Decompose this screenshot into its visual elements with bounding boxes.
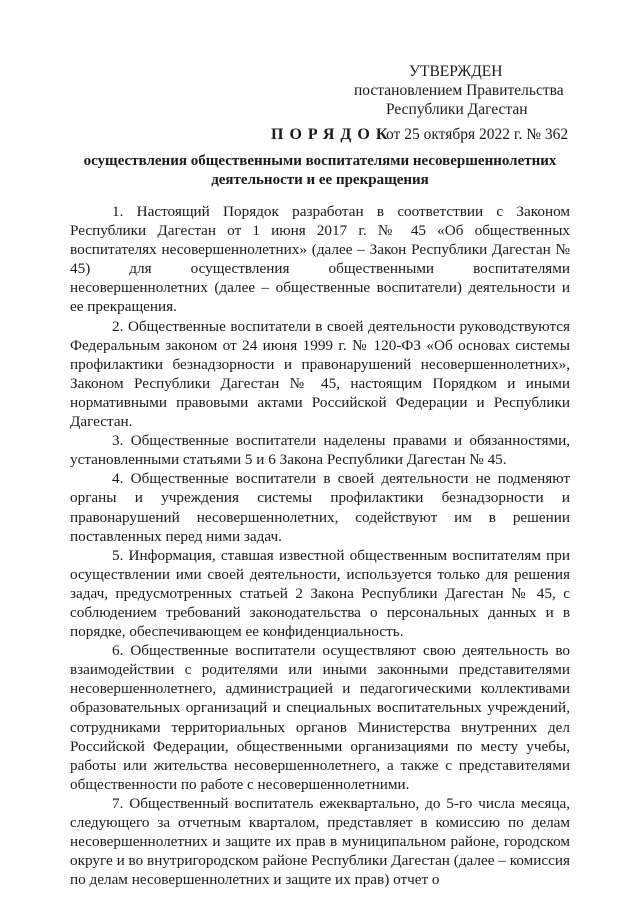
paragraph-3: 3. Общественные воспитатели наделены правами и обязанностями, установленными статьями 5 и 6 Закона Республики Дагестан № 45. — [70, 432, 570, 469]
approval-line-1: постановлением Правительства — [354, 82, 564, 99]
paragraph-2: 2. Общественные воспитатели в своей деятельности руководствуются Федеральным законом от 24 июня 1999 г. № 120-ФЗ «Об основах системы профилактики безнадзорности и правонарушений несовершеннолетних», Законом Республики Дагестан № 45, настоящим Порядком и иными нормативными правовыми актами Российской Федерации и Республики Дагестан. — [70, 317, 570, 431]
approval-title: УТВЕРЖДЕН — [409, 63, 503, 80]
paragraph-1: 1. Настоящий Порядок разработан в соответствии с Законом Республики Дагестан от 1 июня 2017 г. № 45 «Об общественных воспитателях несовершеннолетних» (далее – Закон Республики Дагестан № 45) для осуществления общественными воспитателями несовершеннолетних (далее – общественные воспитатели) деятельности и ее прекращения. — [70, 203, 570, 316]
paragraph-6: 6. Общественные воспитатели осуществляют свою деятельность во взаимодействии с родителями или иными законными представителями несовершеннолетнего, администрацией и педагогическими коллективами образовательных организаций и специальных воспитательных учреждений, сотрудниками территориальных органов Министерства внутренних дел Российской Федерации, общественными организациями по месту учебы, работы или жительства несовершеннолетнего, а также с представителями общественности по работе с несовершеннолетними. — [70, 642, 570, 793]
document-title: ПОРЯДОК — [271, 126, 394, 143]
document-body — [70, 202, 570, 889]
document-subtitle: осуществления общественными воспитателями несовершеннолетних деятельности и ее прекращения — [83, 153, 557, 188]
paragraph-4: 4. Общественные воспитатели в своей деятельности не подменяют органы и учреждения системы профилактики безнадзорности и правонарушений несовершеннолетних, содействуют им в решении поставленных перед ними задач. — [70, 470, 570, 545]
paragraph-5: 5. Информация, ставшая известной общественным воспитателям при осуществлении ими своей деятельности, используется только для решения задач, предусмотренных статьей 2 Закона Республики Дагестан № 45, с соблюдением требований законодательства о персональных данных и в порядке, обеспечивающем ее конфиденциальность. — [70, 546, 570, 641]
approval-date: от 25 октября 2022 г. № 362 — [386, 126, 569, 143]
paragraph-7: 7. Общественный воспитатель ежеквартально, до 5-го числа месяца, следующего за отчетным кварталом, представляет в комиссию по делам несовершеннолетних и защите их прав в муниципальном районе, городском округе и во внутригородском районе Республики Дагестан (далее – комиссия по делам несовершеннолетних и защите их прав) отчет о — [70, 794, 570, 889]
approval-line-2: Республики Дагестан — [386, 101, 528, 118]
